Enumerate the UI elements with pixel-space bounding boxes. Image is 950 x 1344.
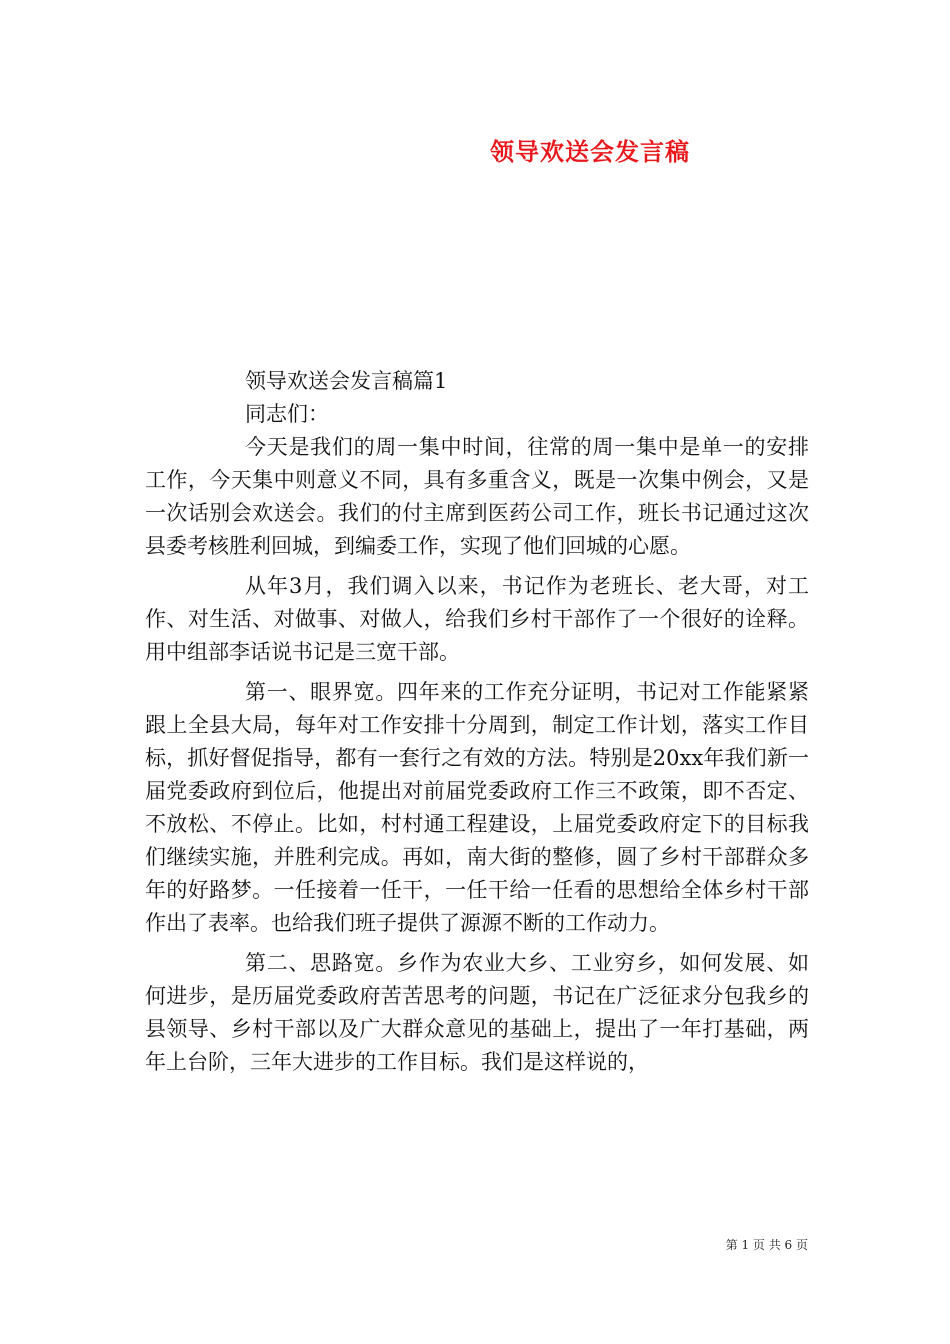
paragraph: 第一、眼界宽。四年来的工作充分证明，书记对工作能紧紧跟上全县大局，每年对工作安排十分周到，制定工作计划，落实工作目标，抓好督促指导，都有一套行之有效的方法。特别是20xx年我们新一届党委政府到位后，他提出对前届党委政府工作三不政策，即不否定、不放松、不停止。比如，村村通工程建设，上届党委政府定下的目标我们继续实施，并胜利完成。再如，南大街的整修，圆了乡村干部群众多年的好路梦。一任接着一任干，一任干给一任看的思想给全体乡村干部作出了表率。也给我们班子提供了源源不断的工作动力。	[145, 680, 809, 935]
page-indicator: 第 1 页 共 6 页	[725, 1238, 808, 1252]
paragraph: 第二、思路宽。乡作为农业大乡、工业穷乡，如何发展、如何进步，是历届党委政府苦苦思考的问题，书记在广泛征求分包我乡的县领导、乡村干部以及广大群众意见的基础上，提出了一年打基础，两年上台阶，三年大进步的工作目标。我们是这样说的，	[145, 951, 809, 1074]
paragraph: 今天是我们的周一集中时间，往常的周一集中是单一的安排工作，今天集中则意义不同，具有多重含义，既是一次集中例会，又是一次话别会欢送会。我们的付主席到医药公司工作，班长书记通过这次县委考核胜利回城，到编委工作，实现了他们回城的心愿。	[145, 435, 809, 558]
document-title: 领导欢送会发言稿	[490, 137, 690, 166]
salutation: 同志们：	[245, 402, 329, 426]
document-body	[145, 365, 809, 1079]
section-heading: 领导欢送会发言稿篇1	[245, 369, 448, 393]
paragraph: 从年3月，我们调入以来，书记作为老班长、老大哥，对工作、对生活、对做事、对做人，给我们乡村干部作了一个很好的诠释。用中组部李话说书记是三宽干部。	[145, 574, 809, 664]
